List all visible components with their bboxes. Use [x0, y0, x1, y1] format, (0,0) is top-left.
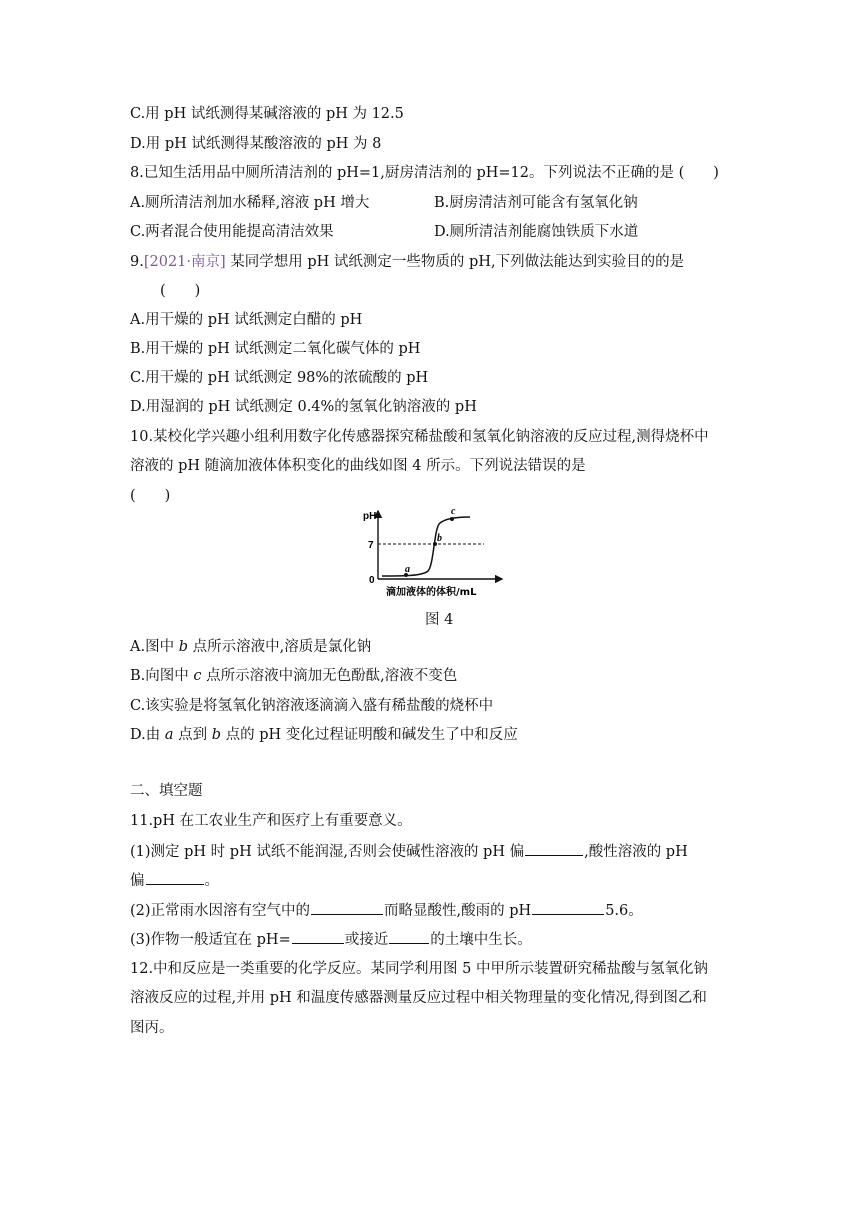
- q11-part2: (2)正常雨水因溶有空气中的 而略显酸性,酸雨的 pH 5.6。: [130, 900, 643, 921]
- answer-blank[interactable]: [525, 841, 583, 856]
- q10-stem-line2: 溶液的 pH 随滴加液体体积变化的曲线如图 4 所示。下列说法错误的是: [130, 458, 586, 474]
- q9-option-c: C.用干燥的 pH 试纸测定 98%的浓硫酸的 pH: [130, 370, 429, 386]
- q9-stem: [130, 252, 684, 272]
- y-axis-label: pH: [363, 511, 377, 522]
- q12-stem-line3: 图丙。: [130, 1020, 174, 1036]
- x-axis-label: 滴加液体的体积/mL: [386, 587, 477, 598]
- q9-answer-paren: ( ): [160, 283, 201, 299]
- figure-4-ph-curve: [360, 505, 510, 600]
- q8-option-d: D.厕所清洁剂能腐蚀铁质下水道: [434, 224, 639, 240]
- q9-number: 9.: [130, 254, 144, 270]
- answer-blank[interactable]: [292, 929, 344, 944]
- q10-option-c: C.该实验是将氢氧化钠溶液逐滴滴入盛有稀盐酸的烧杯中: [130, 698, 494, 714]
- q10-stem-line1: 10.某校化学兴趣小组利用数字化传感器探究稀盐酸和氢氧化钠溶液的反应过程,测得烧杯中: [130, 429, 709, 445]
- q12-stem-line1: 12.中和反应是一类重要的化学反应。某同学利用图 5 中甲所示装置研究稀盐酸与氢氧化钠: [130, 961, 708, 977]
- ph-curve: [382, 517, 470, 576]
- answer-blank[interactable]: [146, 870, 204, 885]
- q10-option-b: B.向图中 c 点所示溶液中滴加无色酚酞,溶液不变色: [130, 668, 458, 684]
- q7-option-d: D.用 pH 试纸测得某酸溶液的 pH 为 8: [130, 136, 382, 152]
- q8-option-a: A.厕所清洁剂加水稀释,溶液 pH 增大: [130, 195, 370, 211]
- answer-blank[interactable]: [311, 900, 383, 915]
- q11-part1: (1)测定 pH 时 pH 试纸不能润湿,否则会使碱性溶液的 pH 偏 ,酸性溶液的 pH: [130, 841, 688, 862]
- q10-answer-paren: ( ): [130, 488, 171, 504]
- q9-option-d: D.用湿润的 pH 试纸测定 0.4%的氢氧化钠溶液的 pH: [130, 399, 477, 415]
- q10-option-a: A.图中 b 点所示溶液中,溶质是氯化钠: [130, 639, 372, 655]
- point-a-label: a: [405, 564, 410, 575]
- q9-option-a: A.用干燥的 pH 试纸测定白醋的 pH: [130, 312, 363, 328]
- q11-part3: (3)作物一般适宜在 pH= 或接近 的土壤中生长。: [130, 929, 532, 950]
- origin-label: 0: [369, 575, 375, 586]
- y-tick-7: 7: [368, 540, 374, 551]
- q10-option-d: D.由 a 点到 b 点的 pH 变化过程证明酸和碱发生了中和反应: [130, 727, 518, 743]
- answer-blank[interactable]: [389, 929, 429, 944]
- q12-stem-line2: 溶液反应的过程,并用 pH 和温度传感器测量反应过程中相关物理量的变化情况,得到图乙和: [130, 990, 707, 1006]
- q11-stem: 11.pH 在工农业生产和医疗上有重要意义。: [130, 813, 412, 829]
- q8-option-c: C.两者混合使用能提高清洁效果: [130, 224, 334, 240]
- section-title-fill-in: 二、填空题: [130, 783, 203, 799]
- point-c: [450, 517, 454, 521]
- point-b-label: b: [437, 533, 442, 544]
- figure-4-caption: 图 4: [425, 612, 454, 628]
- q9-text: 某同学想用 pH 试纸测定一些物质的 pH,下列做法能达到实验目的的是: [225, 254, 685, 270]
- q9-source-tag: [2021·南京]: [143, 254, 226, 270]
- q8-option-b: B.厨房清洁剂可能含有氢氧化钠: [434, 195, 638, 211]
- q7-option-c: C.用 pH 试纸测得某碱溶液的 pH 为 12.5: [130, 106, 404, 122]
- q11-part1-cont: 偏 。: [130, 870, 219, 891]
- q8-stem: 8.已知生活用品中厕所清洁剂的 pH=1,厨房清洁剂的 pH=12。下列说法不正确的是 ( ): [130, 165, 719, 181]
- q9-option-b: B.用干燥的 pH 试纸测定二氧化碳气体的 pH: [130, 341, 421, 357]
- point-c-label: c: [451, 506, 456, 517]
- answer-blank[interactable]: [532, 900, 604, 915]
